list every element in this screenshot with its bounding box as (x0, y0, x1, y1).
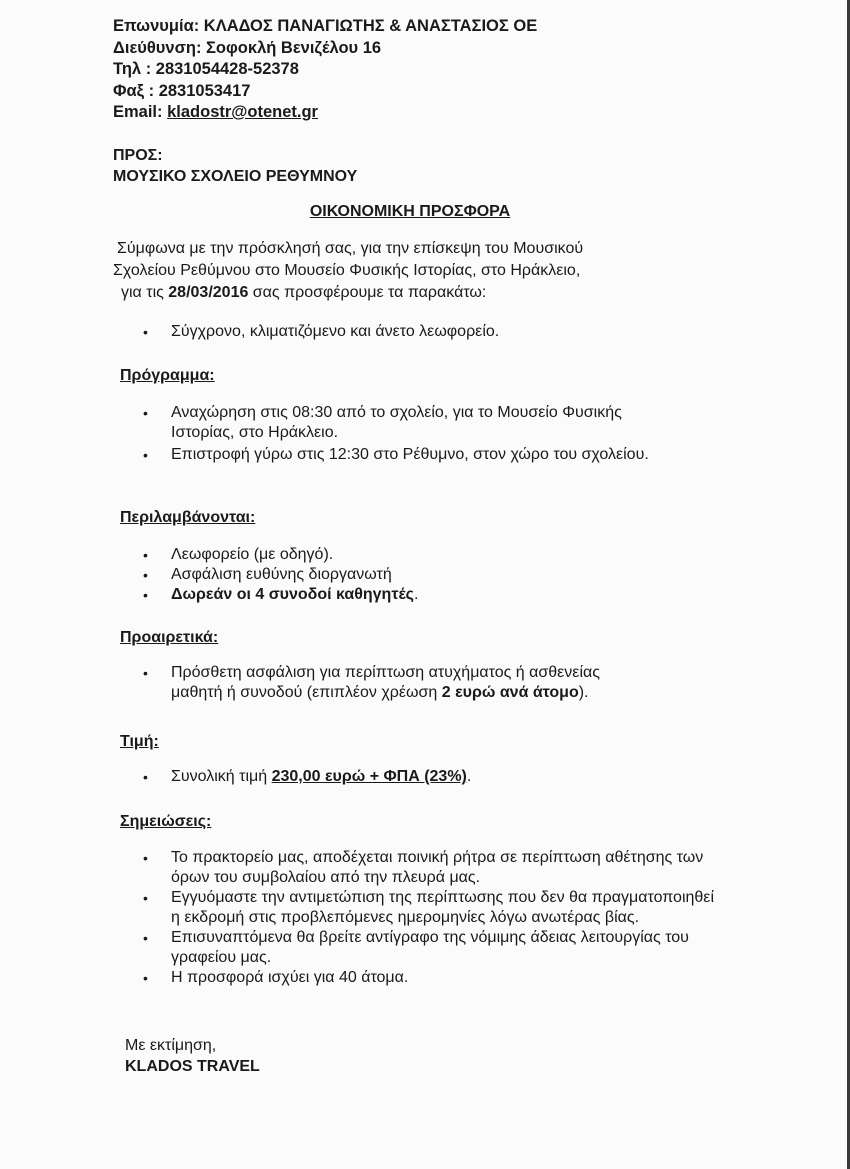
company-email-line (113, 102, 537, 124)
list-item (120, 663, 740, 703)
optional-extra-charge: 2 ευρώ ανά άτομο (441, 684, 579, 701)
list-item: • Η προσφορά ισχύει για 40 άτομα. (120, 968, 720, 988)
list-item: • Εγγυόμαστε την αντιμετώπιση της περίπτωσης που δεν θα πραγματοποιηθεί η εκδρομή στις προβλεπόμενες ημερομηνίες λόγω ανωτέρας βίας. (120, 888, 720, 928)
recipient-name: ΜΟΥΣΙΚΟ ΣΧΟΛΕΙΟ ΡΕΘΥΜΝΟΥ (113, 168, 358, 185)
optional-line-2: μαθητή ή συνοδού (επιπλέον χρέωση (171, 684, 442, 701)
included-heading: Περιλαμβάνονται: (120, 509, 256, 526)
trip-date: 28/03/2016 (168, 284, 249, 301)
company-phone: Τηλ : 2831054428-52378 (113, 60, 299, 78)
recipient-label: ΠΡΟΣ: (113, 147, 163, 164)
list-item: • Αναχώρηση στις 08:30 από το σχολείο, για το Μουσείο Φυσικής Ιστορίας, στο Ηράκλειο. (120, 403, 680, 443)
list-item: • Το πρακτορείο μας, αποδέχεται ποινική ρήτρα σε περίπτωση αθέτησης των όρων του συμβολαίου από την πλευρά μας. (120, 848, 720, 888)
document-title: ΟΙΚΟΝΟΜΙΚΗ ΠΡΟΣΦΟΡΑ (309, 203, 511, 220)
list-item (120, 585, 720, 605)
intro-paragraph (113, 238, 713, 304)
company-fax: Φαξ : 2831053417 (113, 81, 251, 100)
list-item: • Σύγχρονο, κλιματιζόμενο και άνετο λεωφορείο. (120, 322, 499, 342)
company-address: Διεύθυνση: Σοφοκλή Βενιζέλου 16 (113, 38, 382, 57)
intro-line-3 (113, 282, 713, 304)
list-item: • Επιστροφή γύρω στις 12:30 στο Ρέθυμνο, στον χώρο του σχολείου. (120, 445, 680, 465)
list-item (120, 767, 471, 787)
list-item: • Επισυναπτόμενα θα βρείτε αντίγραφο της νόμιμης άδειας λειτουργίας του γραφείου μας. (120, 928, 720, 968)
sender-info (113, 16, 537, 124)
optional-line-1: Πρόσθετη ασφάλιση για περίπτωση ατυχήματος ή ασθενείας (171, 664, 600, 681)
price-heading: Τιμή: (120, 733, 159, 750)
intro-line-1: Σύμφωνα με την πρόσκλησή σας, για την επίσκεψη του Μουσικού (117, 240, 584, 257)
intro-line-2: Σχολείου Ρεθύμνου στο Μουσείο Φυσικής Ιστορίας, στο Ηράκλειο, (113, 262, 581, 279)
optional-end: ). (578, 684, 589, 701)
program-heading: Πρόγραμμα: (120, 367, 215, 384)
list-item: • Ασφάλιση ευθύνης διοργανωτή (120, 565, 720, 585)
included-list (120, 545, 720, 605)
recipient-block (113, 145, 357, 187)
price-amount: 230,00 ευρώ + ΦΠΑ (23%) (271, 768, 467, 785)
free-escorts: Δωρεάν οι 4 συνοδοί καθηγητές (171, 586, 414, 603)
price-list (120, 767, 471, 787)
price-suffix: . (466, 768, 472, 785)
program-list (120, 403, 680, 465)
free-escorts-end: . (414, 586, 419, 603)
optional-list (120, 663, 740, 703)
closing-greeting: Με εκτίμηση, (125, 1037, 217, 1054)
company-name: Επωνυμία: ΚΛΑΔΟΣ ΠΑΝΑΓΙΩΤΗΣ & ΑΝΑΣΤΑΣΙΟΣ ΟΕ (113, 17, 538, 35)
optional-heading: Προαιρετικά: (120, 629, 219, 646)
notes-heading: Σημειώσεις: (120, 813, 212, 830)
email-label: Email: (113, 103, 168, 121)
list-item: • Λεωφορείο (με οδηγό). (120, 545, 720, 565)
email-link[interactable]: kladostr@otenet.gr (167, 103, 318, 121)
closing-block (125, 1035, 260, 1077)
closing-signature: KLADOS TRAVEL (125, 1058, 260, 1075)
price-prefix: Συνολική τιμή (171, 768, 272, 785)
intro-line-3-prefix: για τις (121, 284, 169, 301)
intro-line-3-suffix: σας προσφέρουμε τα παρακάτω: (248, 284, 487, 301)
bus-list (120, 322, 499, 342)
notes-list (120, 848, 720, 988)
